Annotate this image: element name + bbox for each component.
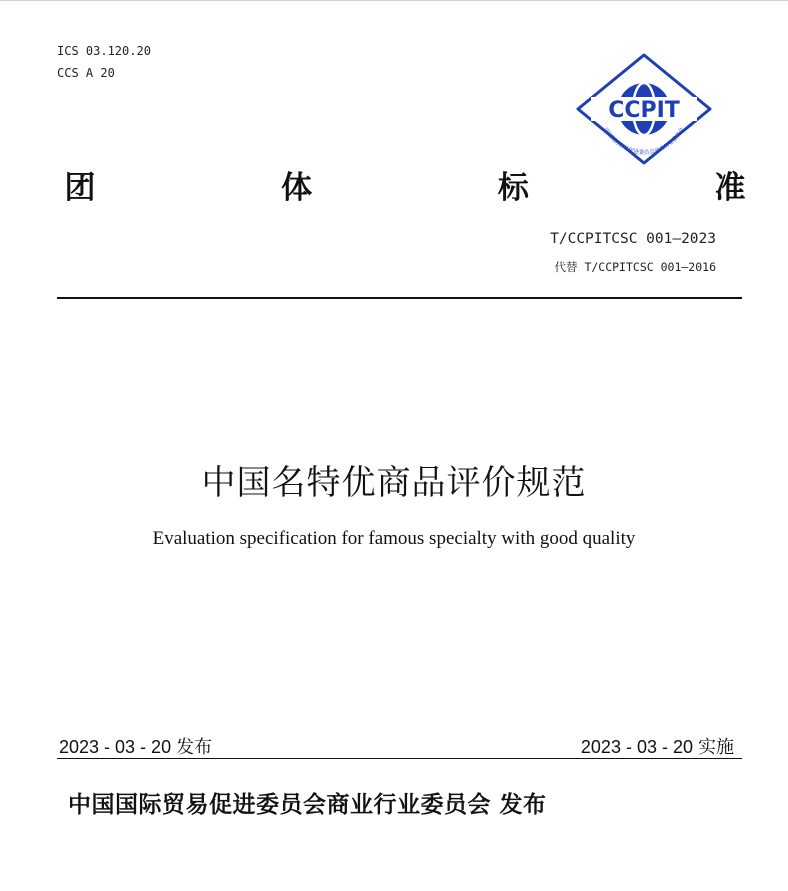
standard-type-char: 准 bbox=[714, 169, 746, 206]
ics-code: ICS 03.120.20 bbox=[57, 44, 151, 58]
footer-divider bbox=[57, 758, 742, 759]
document-title-en: Evaluation specification for famous specialty with good quality bbox=[152, 528, 636, 549]
ccs-code: CCS A 20 bbox=[57, 66, 115, 80]
replaced-standard-number: 代替 T/CCPITCSC 001—2016 bbox=[554, 260, 716, 274]
standard-number: T/CCPITCSC 001—2023 bbox=[550, 231, 716, 247]
standard-type-char: 标 bbox=[497, 169, 529, 206]
publish-date: 2023 - 03 - 20 发布 bbox=[59, 737, 213, 757]
standard-type-char: 团 bbox=[64, 169, 96, 206]
page-top-border bbox=[0, 0, 788, 1]
logo-ring-text: 中国国际贸易促进委员会商业行业委员会 bbox=[602, 126, 686, 157]
standard-type-heading bbox=[60, 160, 750, 208]
implementation-date: 2023 - 03 - 20 实施 bbox=[580, 737, 734, 757]
issuing-organization: 中国国际贸易促进委员会商业行业委员会 发布 bbox=[68, 792, 547, 818]
logo-wordmark: CCPIT bbox=[608, 98, 680, 123]
header-divider bbox=[57, 297, 742, 299]
ccpit-logo bbox=[573, 52, 715, 167]
standard-type-char: 体 bbox=[281, 169, 313, 206]
document-title-zh: 中国名特优商品评价规范 bbox=[201, 463, 587, 503]
